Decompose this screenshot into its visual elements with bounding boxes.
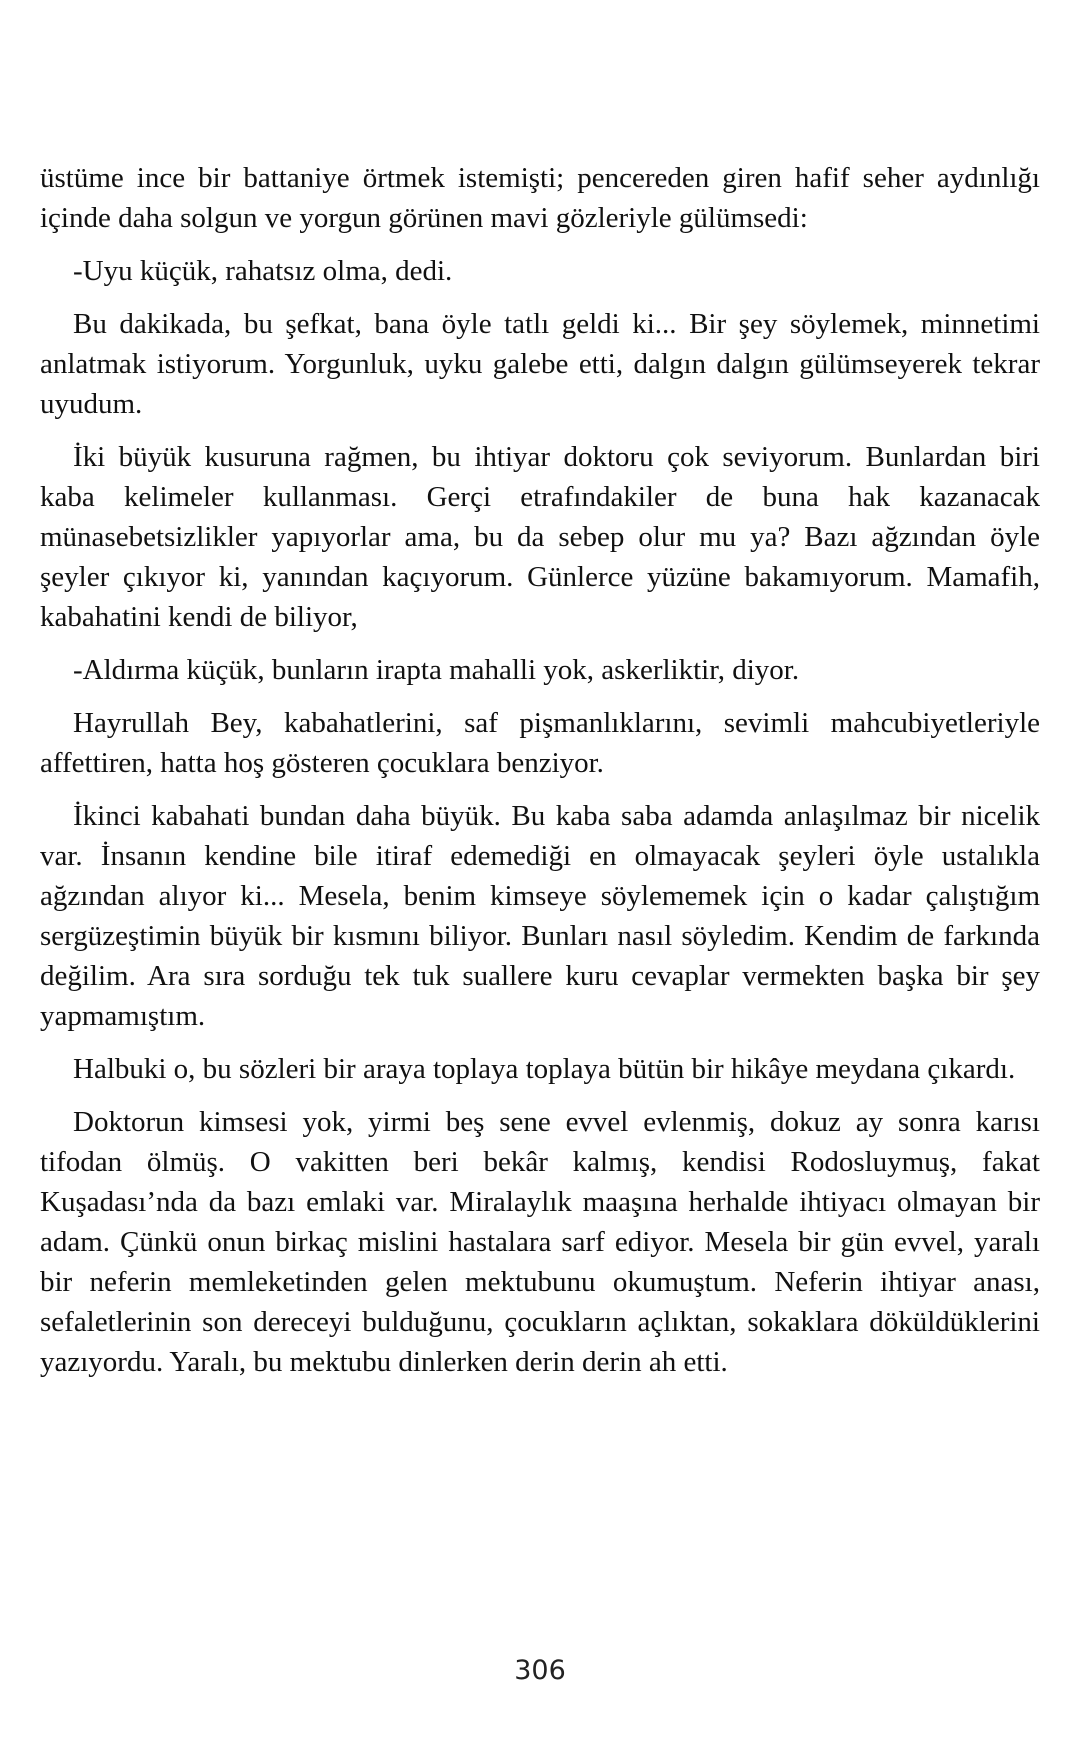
paragraph: Hayrullah Bey, kabahatlerini, saf pişmanlıklarını, sevimli mahcubiyetleriyle affettiren, hatta hoş gösteren çocuklara benziyor. [40,707,1040,779]
paragraph-dialogue: -Uyu küçük, rahatsız olma, dedi. [73,255,453,287]
paragraph: İkinci kabahati bundan daha büyük. Bu kaba saba adamda anlaşılmaz bir nicelik var. İnsanın kendine bile itiraf edemediği en olmayacak şeyleri öyle ustalıkla ağzından alıyor ki... Mesela, benim kimseye söylememek için o kadar çalıştığım sergüzeştimin büyük bir kısmını biliyor. Bunları nasıl söyledim. Kendim de farkında değilim. Ara sıra sorduğu tek tuk suallere kuru cevaplar vermekten başka bir şey yapmamıştım. [40,800,1040,1032]
paragraph: Halbuki o, bu sözleri bir araya toplaya toplaya bütün bir hikâye meydana çıkardı. [73,1053,1016,1085]
paragraph: İki büyük kusuruna rağmen, bu ihtiyar doktoru çok seviyorum. Bunlardan biri kaba kelimeler kullanması. Gerçi etrafındakiler de buna hak kazanacak münasebetsizlikler yapıyorlar ama, bu da sebep olur mu ya? Bazı ağzından öyle şeyler çıkıyor ki, yanından kaçıyorum. Günlerce yüzüne bakamıyorum. Mamafih, kabahatini kendi de biliyor, [40,441,1040,633]
body-text [40,158,1040,1395]
paragraph: Bu dakikada, bu şefkat, bana öyle tatlı geldi ki... Bir şey söylemek, minnetimi anlatmak istiyorum. Yorgunluk, uyku galebe etti, dalgın dalgın gülümseyerek tekrar uyudum. [40,308,1040,420]
paragraph: Doktorun kimsesi yok, yirmi beş sene evvel evlenmiş, dokuz ay sonra karısı tifodan ölmüş. O vakitten beri bekâr kalmış, kendisi Rodosluymuş, fakat Kuşadası’nda da bazı emlaki var. Miralaylık maaşına herhalde ihtiyacı olmayan bir adam. Çünkü onun birkaç mislini hastalara sarf ediyor. Mesela bir gün evvel, yaralı bir neferin memleketinden gelen mektubunu okumuştum. Neferin ihtiyar anası, sefaletlerinin son dereceyi bulduğunu, çocukların açlıktan, sokaklara döküldüklerini yazıyordu. Yaralı, bu mektubu dinlerken derin derin ah etti. [40,1106,1040,1378]
page-number: 306 [514,1655,566,1686]
paragraph-dialogue: -Aldırma küçük, bunların irapta mahalli yok, askerliktir, diyor. [73,654,800,686]
paragraph-continued: üstüme ince bir battaniye örtmek istemişti; pencereden giren hafif seher aydınlığı içinde daha solgun ve yorgun görünen mavi gözleriyle gülümsedi: [40,162,1040,234]
